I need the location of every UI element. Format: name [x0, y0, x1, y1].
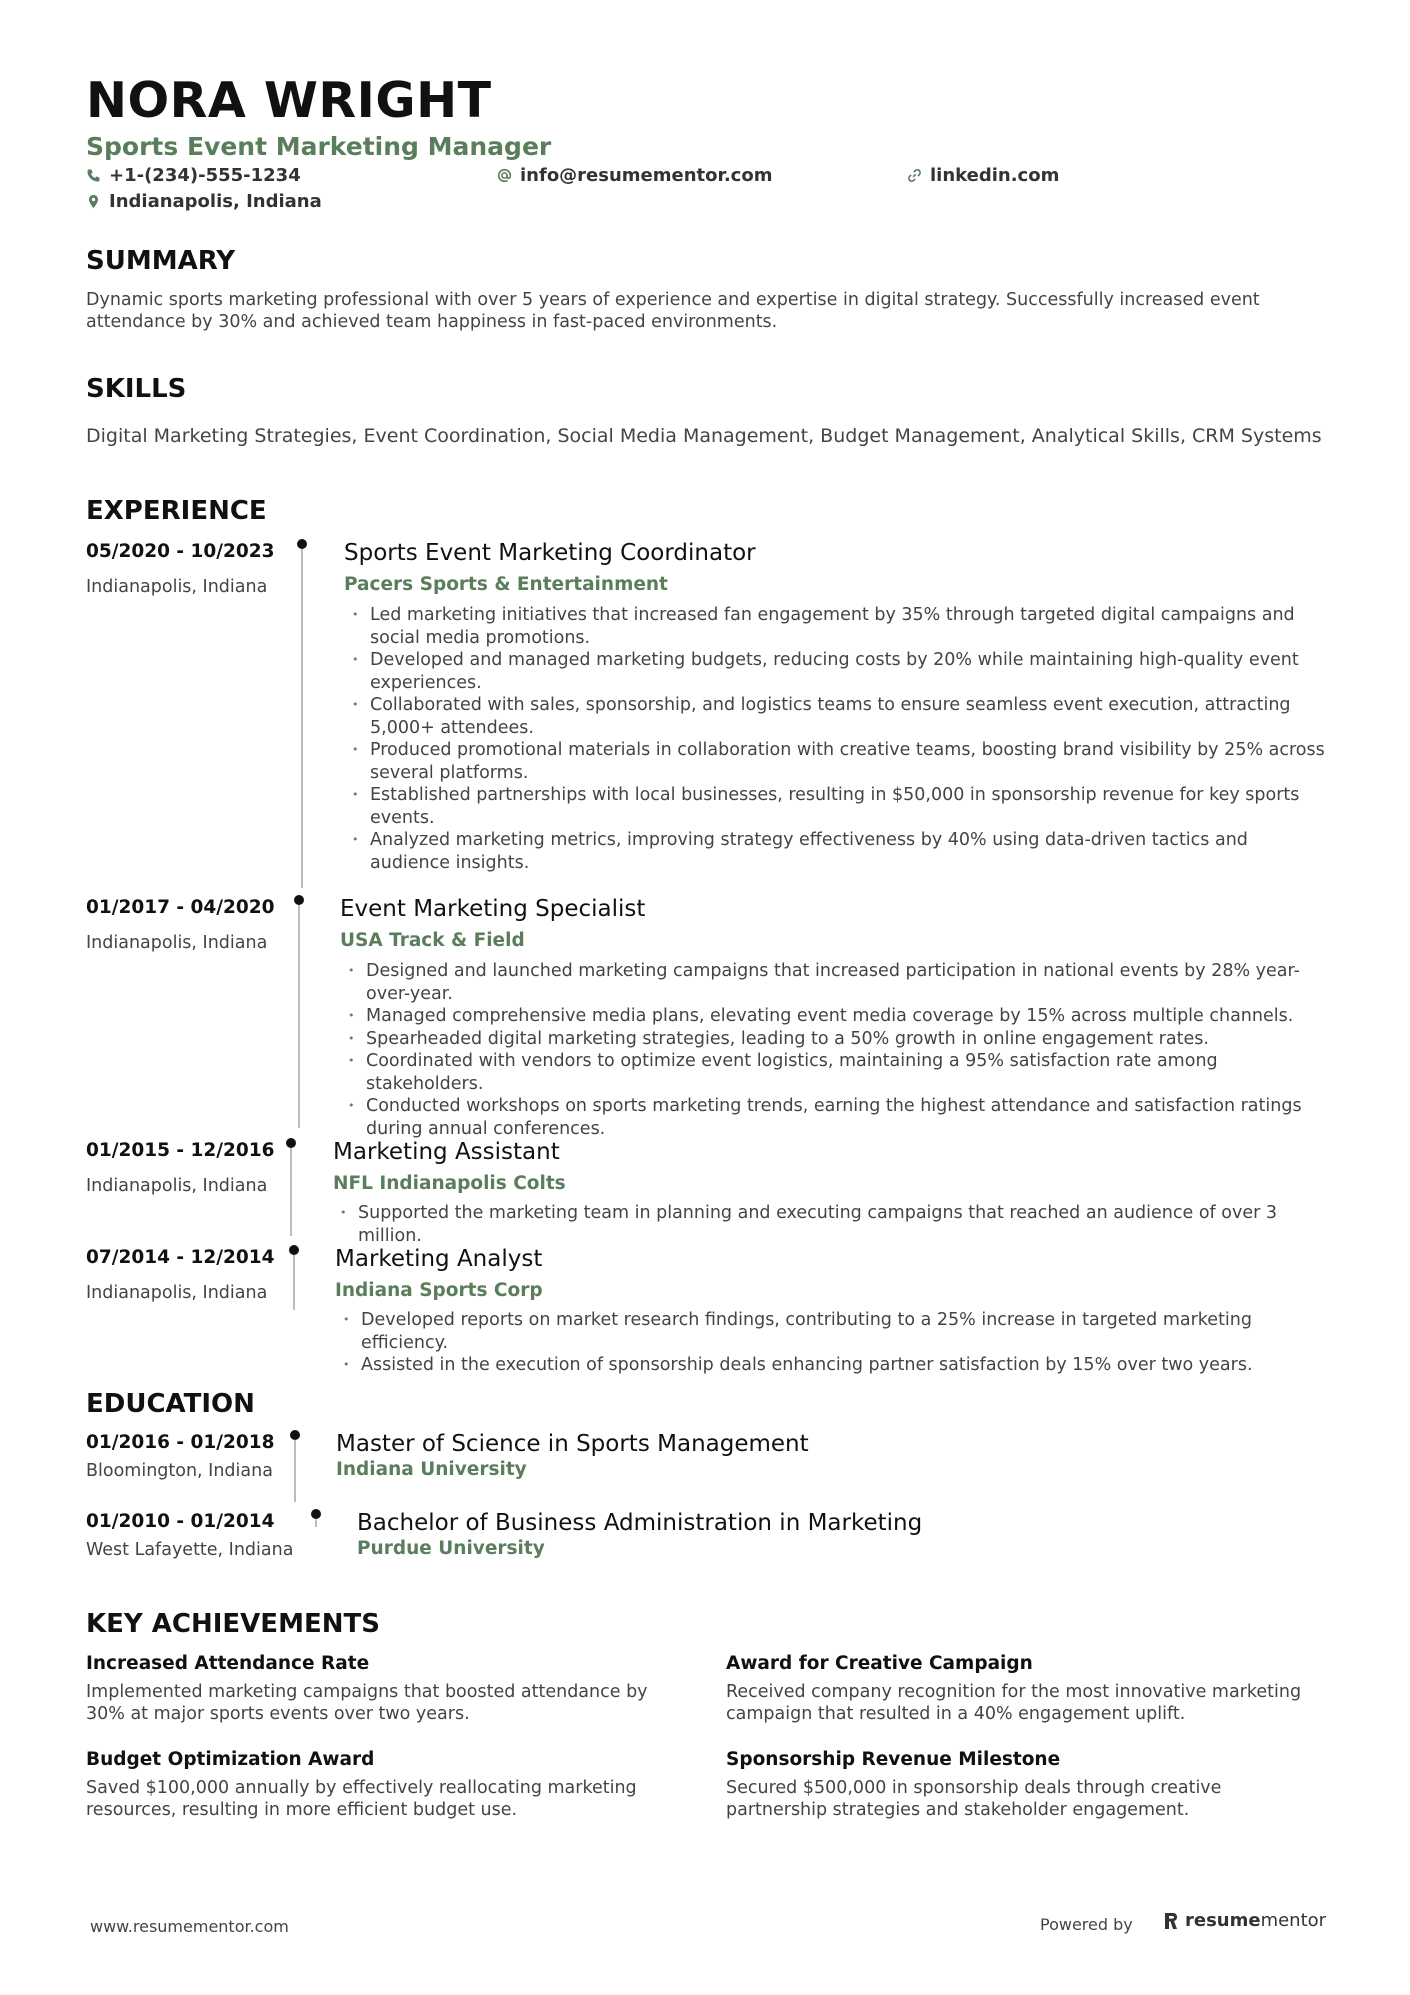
bullet-item: • Conducted workshops on sports marketing trends, earning the highest attendance and satisfaction ratings during annual conferences.	[344, 1095, 1334, 1140]
job-role: Marketing Assistant	[333, 1139, 560, 1165]
timeline-line	[301, 549, 303, 888]
timeline-dot	[289, 1245, 299, 1255]
at-icon	[497, 168, 512, 183]
timeline-dot	[297, 539, 307, 549]
resumementor-logo-icon	[1163, 1911, 1179, 1931]
edu-location: Bloomington, Indiana	[86, 1461, 273, 1481]
phone-text: +1-(234)-555-1234	[109, 165, 301, 186]
phone-icon	[86, 168, 101, 183]
edu-degree: Bachelor of Business Administration in Marketing	[357, 1510, 923, 1536]
job-bullets	[344, 960, 1334, 1140]
bullet-item: • Managed comprehensive media plans, elevating event media coverage by 15% across multiple channels.	[344, 1005, 1334, 1028]
bullet-item: • Established partnerships with local businesses, resulting in $50,000 in sponsorship revenue for key sports events.	[348, 784, 1333, 829]
bullet-item: • Analyzed marketing metrics, improving strategy effectiveness by 40% using data-driven tactics and audience insights.	[348, 829, 1333, 874]
timeline-dot	[290, 1430, 300, 1440]
bullet-item: • Collaborated with sales, sponsorship, and logistics teams to ensure seamless event execution, attracting 5,000+ attendees.	[348, 694, 1333, 739]
bullet-item: • Spearheaded digital marketing strategies, leading to a 50% growth in online engagement rates.	[344, 1028, 1334, 1051]
edu-dates: 01/2016 - 01/2018	[86, 1432, 275, 1453]
bullet-item: • Developed reports on market research findings, contributing to a 25% increase in targeted marketing efficiency.	[339, 1309, 1339, 1354]
location-text: Indianapolis, Indiana	[109, 191, 322, 212]
job-bullets	[339, 1309, 1339, 1377]
footer-website[interactable]: www.resumementor.com	[90, 1917, 289, 1936]
achievements-heading: KEY ACHIEVEMENTS	[86, 1609, 380, 1639]
job-dates: 05/2020 - 10/2023	[86, 541, 275, 562]
job-role: Sports Event Marketing Coordinator	[344, 540, 756, 566]
achievement-desc: Received company recognition for the most innovative marketing campaign that resulted in a 40% engagement uplift.	[726, 1682, 1302, 1724]
bullet-item: • Designed and launched marketing campaigns that increased participation in national events by 28% year-over-year.	[344, 960, 1334, 1005]
bullet-item: • Assisted in the execution of sponsorship deals enhancing partner satisfaction by 15% over two years.	[339, 1354, 1339, 1377]
achievement-title: Budget Optimization Award	[86, 1749, 375, 1770]
skills-heading: SKILLS	[86, 374, 187, 404]
bullet-item: • Supported the marketing team in planning and executing campaigns that reached an audience of over 3 million.	[336, 1202, 1336, 1247]
linkedin-text: linkedin.com	[930, 165, 1060, 186]
education-heading: EDUCATION	[86, 1389, 255, 1419]
brand-regular: mentor	[1260, 1910, 1327, 1931]
job-location: Indianapolis, Indiana	[86, 1176, 268, 1196]
job-role: Marketing Analyst	[335, 1246, 543, 1272]
link-icon	[907, 168, 922, 183]
bullet-item: • Produced promotional materials in collaboration with creative teams, boosting brand visibility by 25% across several platforms.	[348, 739, 1333, 784]
achievement-desc: Secured $500,000 in sponsorship deals through creative partnership strategies and stakeholder engagement.	[726, 1778, 1222, 1820]
job-dates: 01/2015 - 12/2016	[86, 1140, 275, 1161]
job-location: Indianapolis, Indiana	[86, 1283, 268, 1303]
contact-email[interactable]	[497, 165, 772, 186]
footer-brand-logo[interactable]	[1163, 1910, 1326, 1931]
timeline-line	[298, 905, 300, 1128]
job-company: Pacers Sports & Entertainment	[344, 574, 668, 595]
footer-powered-by: Powered by	[1040, 1915, 1133, 1934]
achievement-desc: Implemented marketing campaigns that boosted attendance by 30% at major sports events over two years.	[86, 1682, 648, 1724]
timeline-line	[290, 1148, 292, 1236]
edu-location: West Lafayette, Indiana	[86, 1540, 294, 1560]
edu-school: Indiana University	[336, 1459, 527, 1480]
job-company: Indiana Sports Corp	[335, 1280, 543, 1301]
summary-text: Dynamic sports marketing professional with over 5 years of experience and expertise in digital strategy. Successfully increased event attendance by 30% and achieved team happiness in fast-paced environments.	[86, 290, 1260, 332]
summary-heading: SUMMARY	[86, 246, 236, 276]
timeline-dot	[286, 1138, 296, 1148]
timeline-line	[294, 1440, 296, 1502]
bullet-item: • Coordinated with vendors to optimize event logistics, maintaining a 95% satisfaction rate among stakeholders.	[344, 1050, 1334, 1095]
edu-dates: 01/2010 - 01/2014	[86, 1511, 275, 1532]
job-location: Indianapolis, Indiana	[86, 933, 268, 953]
job-bullets	[348, 604, 1333, 874]
email-text: info@resumementor.com	[520, 165, 773, 186]
contact-linkedin[interactable]	[907, 165, 1059, 186]
skills-text: Digital Marketing Strategies, Event Coordination, Social Media Management, Budget Management, Analytical Skills, CRM Systems	[86, 425, 1322, 447]
contact-phone	[86, 165, 301, 186]
timeline-dot	[294, 895, 304, 905]
timeline-line	[315, 1519, 317, 1527]
job-company: USA Track & Field	[340, 930, 525, 951]
bullet-item: • Led marketing initiatives that increased fan engagement by 35% through targeted digital campaigns and social media promotions.	[348, 604, 1333, 649]
edu-degree: Master of Science in Sports Management	[336, 1431, 809, 1457]
contact-location	[86, 191, 322, 212]
brand-bold: resume	[1185, 1910, 1261, 1931]
timeline-dot	[311, 1509, 321, 1519]
job-role: Event Marketing Specialist	[340, 896, 646, 922]
achievement-title: Sponsorship Revenue Milestone	[726, 1749, 1061, 1770]
achievement-title: Award for Creative Campaign	[726, 1653, 1033, 1674]
job-company: NFL Indianapolis Colts	[333, 1173, 566, 1194]
candidate-title: Sports Event Marketing Manager	[86, 132, 552, 161]
edu-school: Purdue University	[357, 1538, 545, 1559]
candidate-name: NORA WRIGHT	[86, 72, 492, 129]
job-dates: 07/2014 - 12/2014	[86, 1247, 275, 1268]
achievement-title: Increased Attendance Rate	[86, 1653, 370, 1674]
job-location: Indianapolis, Indiana	[86, 577, 268, 597]
experience-heading: EXPERIENCE	[86, 496, 267, 526]
job-dates: 01/2017 - 04/2020	[86, 897, 275, 918]
timeline-line	[293, 1255, 295, 1310]
job-bullets	[336, 1202, 1336, 1247]
location-pin-icon	[86, 194, 101, 209]
achievement-desc: Saved $100,000 annually by effectively reallocating marketing resources, resulting in more efficient budget use.	[86, 1778, 637, 1820]
bullet-item: • Developed and managed marketing budgets, reducing costs by 20% while maintaining high-quality event experiences.	[348, 649, 1333, 694]
